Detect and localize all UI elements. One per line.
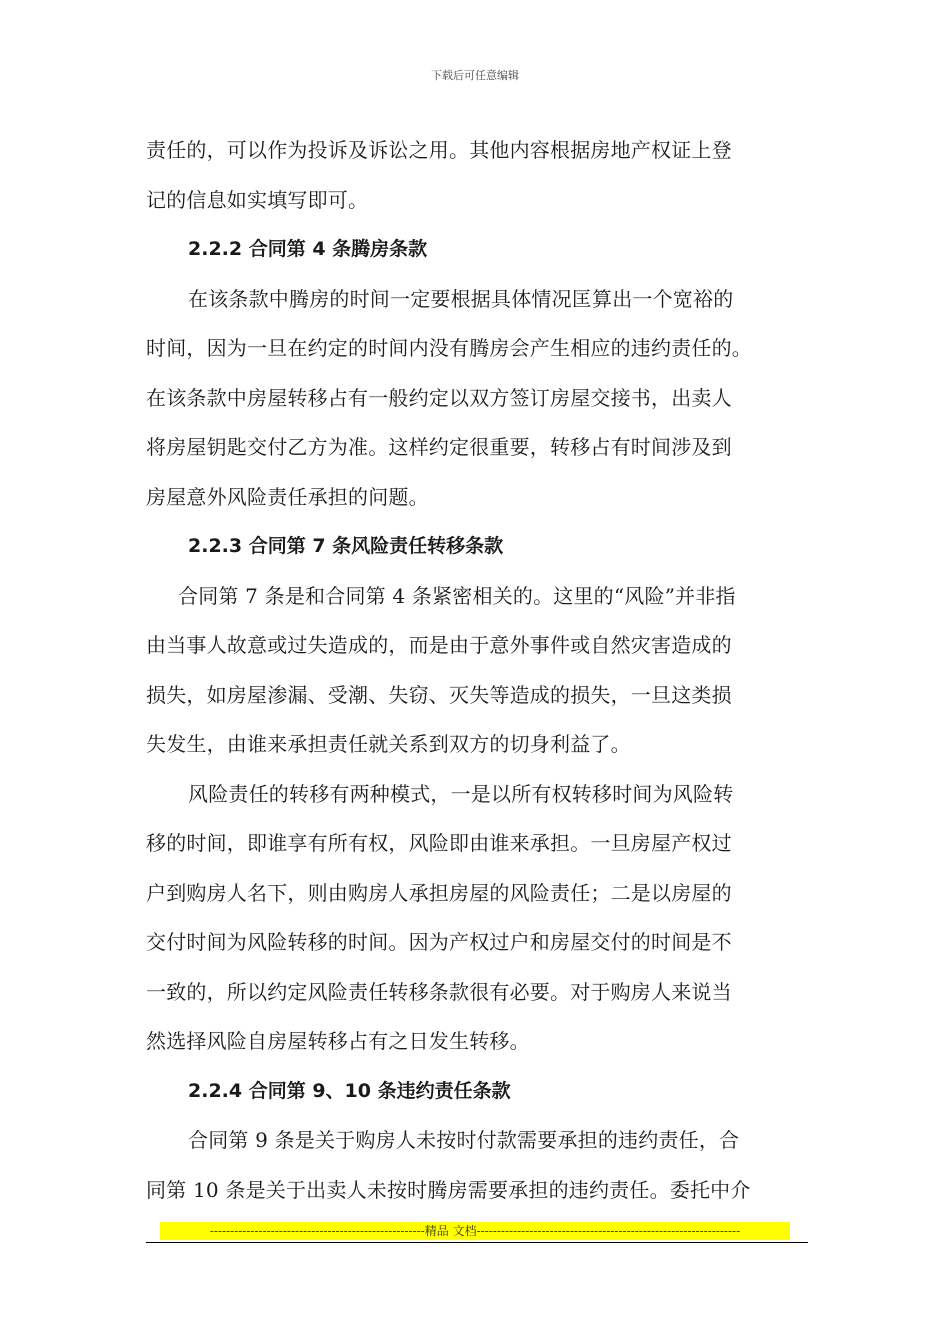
document-body [146, 126, 810, 1215]
body-line: 合同第 9 条是关于购房人未按时付款需要承担的违约责任，合 [188, 1128, 740, 1152]
body-line: 将房屋钥匙交付乙方为准。这样约定很重要，转移占有时间涉及到 [146, 435, 732, 459]
body-line: 记的信息如实填写即可。 [146, 187, 369, 212]
body-line: 损失，如房屋渗漏、受潮、失窃、灭失等造成的损失，一旦这类损 [146, 682, 732, 707]
body-line: 在该条款中腾房的时间一定要根据具体情况匡算出一个宽裕的 [188, 286, 734, 311]
body-line: 一致的，所以约定风险责任转移条款很有必要。对于购房人来说当 [146, 979, 732, 1004]
body-line: 同第 10 条是关于出卖人未按时腾房需要承担的违约责任。委托中介 [146, 1177, 751, 1202]
header-note: 下载后可任意编辑 [431, 69, 519, 82]
body-line: 户到购房人名下，则由购房人承担房屋的风险责任；二是以房屋的 [146, 880, 732, 905]
section-heading-2-2-3: 2.2.3 合同第 7 条风险责任转移条款 [188, 535, 504, 557]
body-line: 由当事人故意或过失造成的，而是由于意外事件或自然灾害造成的 [146, 633, 732, 657]
section-heading-2-2-4: 2.2.4 合同第 9、10 条违约责任条款 [188, 1079, 511, 1102]
body-line: 房屋意外风险责任承担的问题。 [146, 484, 429, 509]
body-line: 失发生，由谁来承担责任就关系到双方的切身利益了。 [146, 732, 631, 756]
body-line: 责任的，可以作为投诉及诉讼之用。其他内容根据房地产权证上登 [146, 138, 732, 162]
body-line: 在该条款中房屋转移占有一般约定以双方签订房屋交接书，出卖人 [146, 385, 732, 410]
body-line: 交付时间为风险转移的时间。因为产权过户和房屋交付的时间是不 [146, 930, 732, 954]
footer-divider [146, 1242, 808, 1243]
body-line: 移的时间，即谁享有所有权，风险即由谁来承担。一旦房屋产权过 [146, 831, 732, 855]
footer-banner: -----------------------------------------------------精品 文档----------------------------------------------------------------- [160, 1222, 790, 1240]
section-heading-2-2-2: 2.2.2 合同第 4 条腾房条款 [188, 238, 428, 260]
body-line: 合同第 7 条是和合同第 4 条紧密相关的。这里的“风险”并非指 [178, 583, 736, 608]
body-line: 风险责任的转移有两种模式，一是以所有权转移时间为风险转 [188, 781, 734, 806]
body-line: 时间，因为一旦在约定的时间内没有腾房会产生相应的违约责任的。 [146, 336, 752, 360]
body-line: 然选择风险自房屋转移占有之日发生转移。 [146, 1029, 530, 1053]
